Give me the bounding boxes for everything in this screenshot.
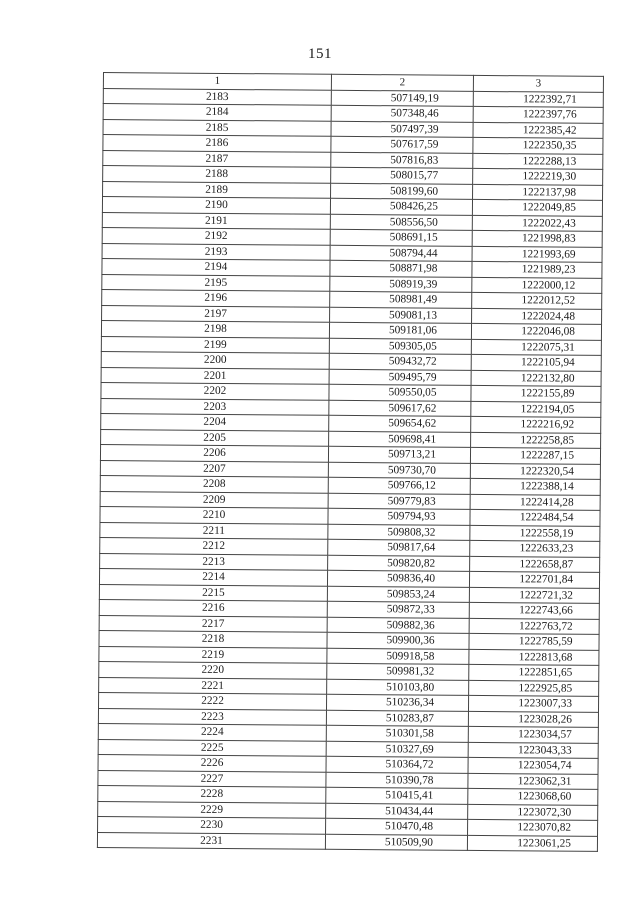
coordinates-table (97, 72, 604, 852)
x-coordinate-cell: 509836,40 (327, 570, 469, 587)
y-coordinate-cell: 1222132,80 (471, 370, 601, 387)
point-number-cell: 2194 (102, 258, 330, 275)
x-coordinate-cell: 509900,36 (327, 632, 469, 649)
x-coordinate-cell: 507149,19 (331, 90, 473, 107)
point-number-cell: 2210 (100, 506, 328, 523)
x-coordinate-cell: 509872,33 (327, 601, 469, 618)
y-coordinate-cell: 1221998,83 (472, 230, 602, 247)
y-coordinate-cell: 1222701,84 (469, 571, 599, 588)
x-coordinate-cell: 509808,32 (328, 524, 470, 541)
point-number-cell: 2218 (99, 630, 327, 647)
point-number-cell: 2220 (99, 661, 327, 678)
point-number-cell: 2191 (102, 212, 330, 229)
point-number-cell: 2195 (102, 274, 330, 291)
y-coordinate-cell: 1222558,19 (470, 525, 600, 542)
y-coordinate-cell: 1222397,76 (473, 106, 603, 123)
y-coordinate-cell: 1222105,94 (471, 354, 601, 371)
point-number-cell: 2221 (99, 677, 327, 694)
y-coordinate-cell: 1222320,54 (470, 463, 600, 480)
point-number-cell: 2206 (100, 444, 328, 461)
x-coordinate-cell: 510301,58 (326, 725, 468, 742)
x-coordinate-cell: 509432,72 (329, 353, 471, 370)
point-number-cell: 2198 (101, 320, 329, 337)
point-number-cell: 2188 (103, 166, 331, 183)
point-number-cell: 2223 (98, 708, 326, 725)
x-coordinate-cell: 507348,46 (331, 105, 473, 122)
point-number-cell: 2226 (98, 754, 326, 771)
y-coordinate-cell: 1222024,48 (472, 308, 602, 325)
x-coordinate-cell: 509713,21 (328, 446, 470, 463)
x-coordinate-cell: 508199,60 (331, 183, 473, 200)
point-number-cell: 2184 (103, 104, 331, 121)
x-coordinate-cell: 510470,48 (326, 818, 468, 835)
x-coordinate-cell: 508691,15 (330, 229, 472, 246)
point-number-cell: 2193 (102, 243, 330, 260)
y-coordinate-cell: 1223061,25 (467, 835, 597, 852)
y-coordinate-cell: 1222022,43 (472, 215, 602, 232)
y-coordinate-cell: 1222785,59 (469, 633, 599, 650)
x-coordinate-cell: 508871,98 (330, 260, 472, 277)
y-coordinate-cell: 1223072,30 (468, 804, 598, 821)
x-coordinate-cell: 509617,62 (329, 400, 471, 417)
y-coordinate-cell: 1223062,31 (468, 773, 598, 790)
point-number-cell: 2214 (99, 568, 327, 585)
y-coordinate-cell: 1222633,23 (470, 540, 600, 557)
y-coordinate-cell: 1223070,82 (468, 819, 598, 836)
y-coordinate-cell: 1222721,32 (469, 587, 599, 604)
y-coordinate-cell: 1222414,28 (470, 494, 600, 511)
x-coordinate-cell: 507497,39 (331, 121, 473, 138)
y-coordinate-cell: 1222388,14 (470, 478, 600, 495)
x-coordinate-cell: 510415,41 (326, 787, 468, 804)
y-coordinate-cell: 1221989,23 (472, 261, 602, 278)
y-coordinate-cell: 1223034,57 (468, 726, 598, 743)
x-coordinate-cell: 509817,64 (328, 539, 470, 556)
y-coordinate-cell: 1223054,74 (468, 757, 598, 774)
x-coordinate-cell: 508556,50 (330, 214, 472, 231)
point-number-cell: 2230 (98, 816, 326, 833)
point-number-cell: 2209 (100, 491, 328, 508)
coordinates-sheet (97, 72, 613, 852)
page-number: 151 (308, 46, 332, 62)
point-number-cell: 2201 (101, 367, 329, 384)
point-number-cell: 2229 (98, 801, 326, 818)
point-number-cell: 2187 (103, 150, 331, 167)
y-coordinate-cell: 1222851,65 (469, 664, 599, 681)
x-coordinate-cell: 509820,82 (328, 555, 470, 572)
x-coordinate-cell: 510103,80 (327, 679, 469, 696)
x-coordinate-cell: 508794,44 (330, 245, 472, 262)
point-number-cell: 2212 (100, 537, 328, 554)
x-coordinate-cell: 510434,44 (326, 803, 468, 820)
point-number-cell: 2202 (101, 382, 329, 399)
y-coordinate-cell: 1222350,35 (473, 137, 603, 154)
y-coordinate-cell: 1222049,85 (472, 199, 602, 216)
point-number-cell: 2196 (102, 289, 330, 306)
y-coordinate-cell: 1223007,33 (468, 695, 598, 712)
x-coordinate-cell: 509495,79 (329, 369, 471, 386)
point-number-cell: 2190 (102, 197, 330, 214)
point-number-cell: 2183 (103, 88, 331, 105)
x-coordinate-cell: 509779,83 (328, 493, 470, 510)
x-coordinate-cell: 509918,58 (327, 648, 469, 665)
point-number-cell: 2217 (99, 615, 327, 632)
point-number-cell: 2199 (101, 336, 329, 353)
y-coordinate-cell: 1222385,42 (473, 122, 603, 139)
y-coordinate-cell: 1222763,72 (469, 618, 599, 635)
point-number-cell: 2200 (101, 351, 329, 368)
x-coordinate-cell: 510364,72 (326, 756, 468, 773)
y-coordinate-cell: 1223043,33 (468, 742, 598, 759)
y-coordinate-cell: 1222925,85 (469, 680, 599, 697)
x-coordinate-cell: 510509,90 (325, 834, 467, 851)
table-row (97, 832, 597, 851)
point-number-cell: 2197 (102, 305, 330, 322)
x-coordinate-cell: 509550,05 (329, 384, 471, 401)
y-coordinate-cell: 1222288,13 (473, 153, 603, 170)
x-coordinate-cell: 508015,77 (331, 167, 473, 184)
y-coordinate-cell: 1222012,52 (472, 292, 602, 309)
x-coordinate-cell: 509305,05 (329, 338, 471, 355)
point-number-cell: 2219 (99, 646, 327, 663)
column-header-1: 1 (103, 73, 331, 90)
point-number-cell: 2228 (98, 785, 326, 802)
point-number-cell: 2213 (100, 553, 328, 570)
point-number-cell: 2208 (100, 475, 328, 492)
x-coordinate-cell: 509081,13 (330, 307, 472, 324)
column-header-2: 2 (331, 74, 473, 91)
y-coordinate-cell: 1223028,26 (468, 711, 598, 728)
y-coordinate-cell: 1222392,71 (473, 91, 603, 108)
x-coordinate-cell: 508919,39 (330, 276, 472, 293)
y-coordinate-cell: 1222258,85 (471, 432, 601, 449)
point-number-cell: 2205 (101, 429, 329, 446)
x-coordinate-cell: 510283,87 (326, 710, 468, 727)
y-coordinate-cell: 1222219,30 (473, 168, 603, 185)
point-number-cell: 2211 (100, 522, 328, 539)
x-coordinate-cell: 508426,25 (330, 198, 472, 215)
y-coordinate-cell: 1222484,54 (470, 509, 600, 526)
point-number-cell: 2186 (103, 135, 331, 152)
x-coordinate-cell: 509794,93 (328, 508, 470, 525)
point-number-cell: 2203 (101, 398, 329, 415)
x-coordinate-cell: 507617,59 (331, 136, 473, 153)
y-coordinate-cell: 1222155,89 (471, 385, 601, 402)
y-coordinate-cell: 1222658,87 (470, 556, 600, 573)
y-coordinate-cell: 1222216,92 (471, 416, 601, 433)
x-coordinate-cell: 510390,78 (326, 772, 468, 789)
point-number-cell: 2204 (101, 413, 329, 430)
point-number-cell: 2185 (103, 119, 331, 136)
x-coordinate-cell: 510327,69 (326, 741, 468, 758)
point-number-cell: 2189 (103, 181, 331, 198)
x-coordinate-cell: 509882,36 (327, 617, 469, 634)
point-number-cell: 2225 (98, 739, 326, 756)
x-coordinate-cell: 509981,32 (327, 663, 469, 680)
x-coordinate-cell: 509766,12 (328, 477, 470, 494)
point-number-cell: 2231 (97, 832, 325, 849)
point-number-cell: 2215 (99, 584, 327, 601)
y-coordinate-cell: 1222813,68 (469, 649, 599, 666)
y-coordinate-cell: 1222046,08 (471, 323, 601, 340)
y-coordinate-cell: 1221993,69 (472, 246, 602, 263)
x-coordinate-cell: 508981,49 (330, 291, 472, 308)
column-header-3: 3 (473, 75, 603, 92)
y-coordinate-cell: 1222075,31 (471, 339, 601, 356)
x-coordinate-cell: 509181,06 (329, 322, 471, 339)
x-coordinate-cell: 509730,70 (328, 462, 470, 479)
x-coordinate-cell: 509853,24 (327, 586, 469, 603)
point-number-cell: 2207 (100, 460, 328, 477)
y-coordinate-cell: 1222194,05 (471, 401, 601, 418)
y-coordinate-cell: 1222000,12 (472, 277, 602, 294)
y-coordinate-cell: 1223068,60 (468, 788, 598, 805)
x-coordinate-cell: 510236,34 (326, 694, 468, 711)
x-coordinate-cell: 507816,83 (331, 152, 473, 169)
x-coordinate-cell: 509654,62 (329, 415, 471, 432)
y-coordinate-cell: 1222287,15 (470, 447, 600, 464)
y-coordinate-cell: 1222743,66 (469, 602, 599, 619)
point-number-cell: 2192 (102, 227, 330, 244)
point-number-cell: 2224 (98, 723, 326, 740)
y-coordinate-cell: 1222137,98 (473, 184, 603, 201)
point-number-cell: 2227 (98, 770, 326, 787)
point-number-cell: 2216 (99, 599, 327, 616)
x-coordinate-cell: 509698,41 (329, 431, 471, 448)
point-number-cell: 2222 (99, 692, 327, 709)
